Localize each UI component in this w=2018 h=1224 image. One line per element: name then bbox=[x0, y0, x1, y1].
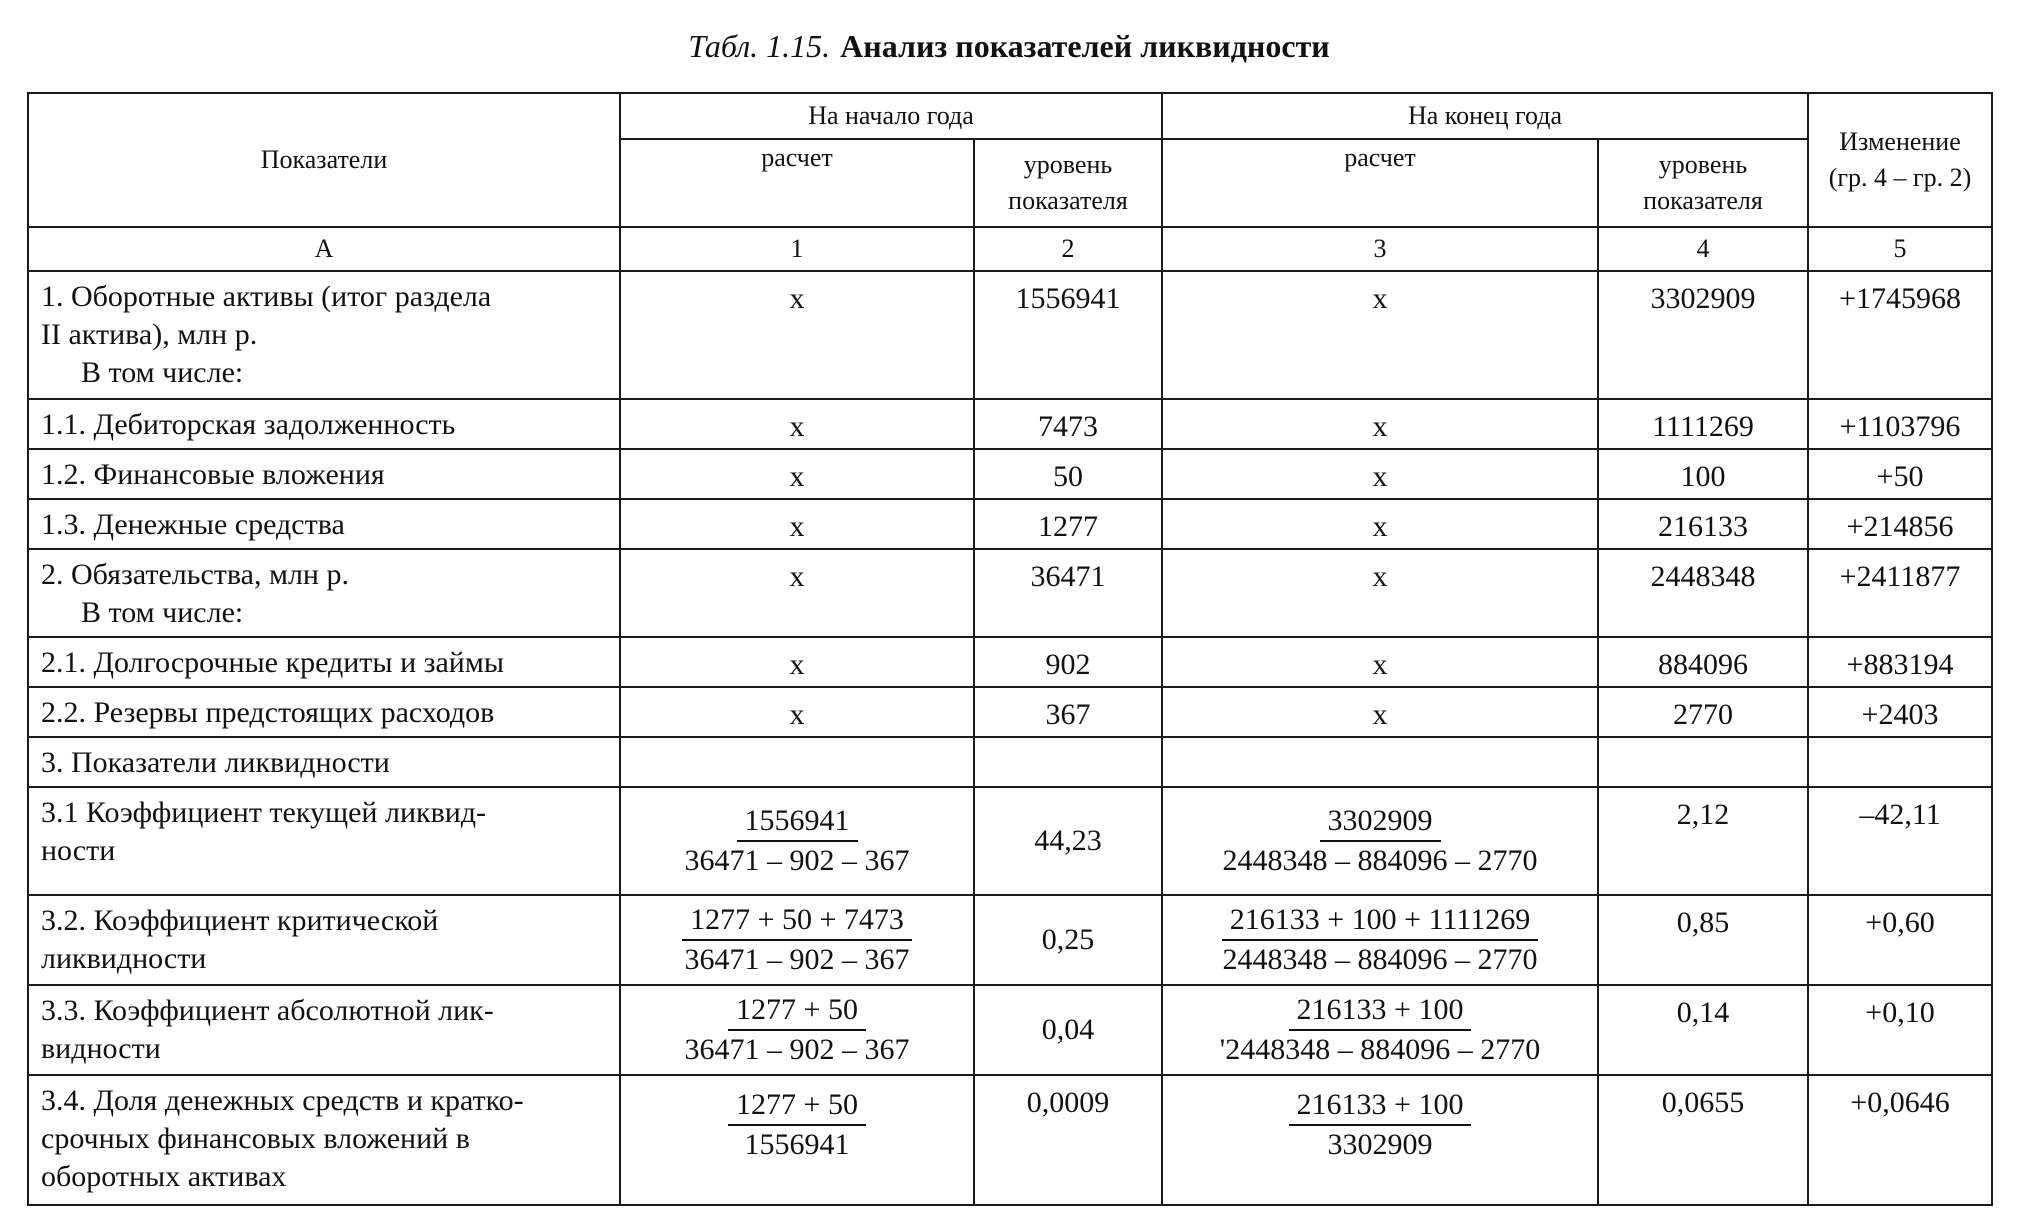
cell-change: +214856 bbox=[1808, 499, 1992, 549]
cell-level-end: 0,85 bbox=[1598, 895, 1808, 985]
col-number: 4 bbox=[1598, 227, 1808, 271]
row-label: 1. Оборотные активы (итог раздела II актива), млн р. В том числе: bbox=[28, 271, 620, 399]
fraction: $\frac{216133 + 100}{'2448348 - 884096 - 2770}$ bbox=[1219, 993, 1541, 1066]
table-row bbox=[28, 687, 1992, 737]
cell-change: +50 bbox=[1808, 449, 1992, 499]
header-change bbox=[1808, 93, 1992, 227]
cell-calc-start: x bbox=[620, 271, 974, 399]
row-label: 1.2. Финансовые вложения bbox=[28, 449, 620, 499]
fraction: $\frac{1277 + 50}{1556941}$ bbox=[728, 1086, 866, 1164]
cell-level-end: 216133 bbox=[1598, 499, 1808, 549]
col-number: А bbox=[28, 227, 620, 271]
cell-calc-start bbox=[620, 787, 974, 895]
table-row bbox=[28, 449, 1992, 499]
fraction: $\frac{216133 + 100 + 1111269}{2448348 - 884096 - 2770}$ bbox=[1222, 903, 1538, 976]
cell-calc-start: x bbox=[620, 399, 974, 449]
table-row bbox=[28, 499, 1992, 549]
cell-level-start: 1556941 bbox=[974, 271, 1162, 399]
row-label: 3.2. Коэффициент критической ликвидности bbox=[28, 895, 620, 985]
table-caption bbox=[0, 28, 2018, 65]
cell-level-start: 1277 bbox=[974, 499, 1162, 549]
cell-level-end: 1111269 bbox=[1598, 399, 1808, 449]
cell-level-start: 7473 bbox=[974, 399, 1162, 449]
table-title: Анализ показателей ликвидности bbox=[840, 28, 1330, 64]
cell-level-start: 0,25 bbox=[974, 895, 1162, 985]
cell-calc-start: x bbox=[620, 687, 974, 737]
row-label: 1.1. Дебиторская задолженность bbox=[28, 399, 620, 449]
fraction: $\frac{3302909}{2448348 - 884096 - 2770}$ bbox=[1222, 804, 1538, 877]
header-change-line2: (гр. 4 – гр. 2) bbox=[1828, 163, 1972, 192]
cell-change: –42,11 bbox=[1808, 787, 1992, 895]
cell-calc-start: x bbox=[620, 449, 974, 499]
table-row bbox=[28, 399, 1992, 449]
cell-level-start: 367 bbox=[974, 687, 1162, 737]
row-label: 3.4. Доля денежных средств и кратко- срочных финансовых вложений в оборотных активах bbox=[28, 1075, 620, 1205]
row-label: 1.3. Денежные средства bbox=[28, 499, 620, 549]
cell-empty bbox=[1162, 737, 1598, 787]
cell-calc-start: x bbox=[620, 637, 974, 687]
cell-calc-start bbox=[620, 895, 974, 985]
table-row bbox=[28, 895, 1992, 985]
cell-change: +0,60 bbox=[1808, 895, 1992, 985]
cell-calc-start bbox=[620, 1075, 974, 1205]
row-label: 3. Показатели ликвидности bbox=[28, 737, 620, 787]
cell-empty bbox=[1598, 737, 1808, 787]
cell-level-start: 0,04 bbox=[974, 985, 1162, 1075]
cell-calc-start: x bbox=[620, 499, 974, 549]
table-row bbox=[28, 271, 1992, 399]
fraction: $\frac{1556941}{36471 - 902 - 367}$ bbox=[684, 804, 910, 877]
row-label: 2. Обязательства, млн р. В том числе: bbox=[28, 549, 620, 637]
cell-calc-end: x bbox=[1162, 399, 1598, 449]
cell-level-start: 36471 bbox=[974, 549, 1162, 637]
col-number: 1 bbox=[620, 227, 974, 271]
header-indicators: Показатели bbox=[28, 93, 620, 227]
cell-change: +2403 bbox=[1808, 687, 1992, 737]
cell-calc-start: x bbox=[620, 549, 974, 637]
table-row bbox=[28, 787, 1992, 895]
cell-level-end: 2448348 bbox=[1598, 549, 1808, 637]
cell-calc-end: x bbox=[1162, 271, 1598, 399]
row-label: 2.2. Резервы предстоящих расходов bbox=[28, 687, 620, 737]
cell-change: +1103796 bbox=[1808, 399, 1992, 449]
cell-change: +2411877 bbox=[1808, 549, 1992, 637]
cell-calc-end bbox=[1162, 895, 1598, 985]
table-row bbox=[28, 549, 1992, 637]
col-number: 2 bbox=[974, 227, 1162, 271]
cell-level-start: 50 bbox=[974, 449, 1162, 499]
cell-change: +0,10 bbox=[1808, 985, 1992, 1075]
fraction: $\frac{216133 + 100}{3302909}$ bbox=[1289, 1086, 1472, 1164]
cell-level-start: 902 bbox=[974, 637, 1162, 687]
header-level-start: уровень показателя bbox=[974, 139, 1162, 227]
fraction: $\frac{1277 + 50}{36471 - 902 - 367}$ bbox=[684, 993, 910, 1066]
col-number: 5 bbox=[1808, 227, 1992, 271]
header-calc-end: расчет bbox=[1162, 139, 1598, 227]
cell-level-start: 44,23 bbox=[974, 787, 1162, 895]
cell-change: +0,0646 bbox=[1808, 1075, 1992, 1205]
liquidity-table bbox=[27, 92, 1993, 1206]
table-row bbox=[28, 637, 1992, 687]
cell-level-end: 2770 bbox=[1598, 687, 1808, 737]
cell-empty bbox=[620, 737, 974, 787]
cell-calc-end bbox=[1162, 1075, 1598, 1205]
cell-calc-end bbox=[1162, 787, 1598, 895]
table-row bbox=[28, 1075, 1992, 1205]
row-label: 3.3. Коэффициент абсолютной лик- видности bbox=[28, 985, 620, 1075]
cell-level-end: 100 bbox=[1598, 449, 1808, 499]
col-number: 3 bbox=[1162, 227, 1598, 271]
cell-level-end: 0,0655 bbox=[1598, 1075, 1808, 1205]
cell-level-start: 0,0009 bbox=[974, 1075, 1162, 1205]
table-number: Табл. 1.15. bbox=[688, 28, 831, 64]
cell-level-end: 0,14 bbox=[1598, 985, 1808, 1075]
cell-empty bbox=[974, 737, 1162, 787]
header-start-year: На начало года bbox=[620, 93, 1162, 139]
header-change-line1: Изменение bbox=[1839, 127, 1961, 156]
header-level-end: уровень показателя bbox=[1598, 139, 1808, 227]
table-row bbox=[28, 737, 1992, 787]
row-label: 2.1. Долгосрочные кредиты и займы bbox=[28, 637, 620, 687]
cell-calc-start bbox=[620, 985, 974, 1075]
row-label: 3.1 Коэффициент текущей ликвид- ности bbox=[28, 787, 620, 895]
cell-calc-end bbox=[1162, 985, 1598, 1075]
column-numbers-row bbox=[28, 227, 1992, 271]
cell-calc-end: x bbox=[1162, 637, 1598, 687]
fraction: $\frac{1277 + 50 + 7473}{36471 - 902 - 367}$ bbox=[677, 901, 918, 979]
cell-empty bbox=[1808, 737, 1992, 787]
cell-calc-end: x bbox=[1162, 687, 1598, 737]
header-calc-start: расчет bbox=[620, 139, 974, 227]
cell-calc-end: x bbox=[1162, 549, 1598, 637]
cell-calc-end: x bbox=[1162, 499, 1598, 549]
cell-change: +883194 bbox=[1808, 637, 1992, 687]
cell-change: +1745968 bbox=[1808, 271, 1992, 399]
cell-level-end: 884096 bbox=[1598, 637, 1808, 687]
header-end-year: На конец года bbox=[1162, 93, 1808, 139]
cell-level-end: 3302909 bbox=[1598, 271, 1808, 399]
cell-level-end: 2,12 bbox=[1598, 787, 1808, 895]
header-row-1 bbox=[28, 93, 1992, 139]
cell-calc-end: x bbox=[1162, 449, 1598, 499]
table-row bbox=[28, 985, 1992, 1075]
